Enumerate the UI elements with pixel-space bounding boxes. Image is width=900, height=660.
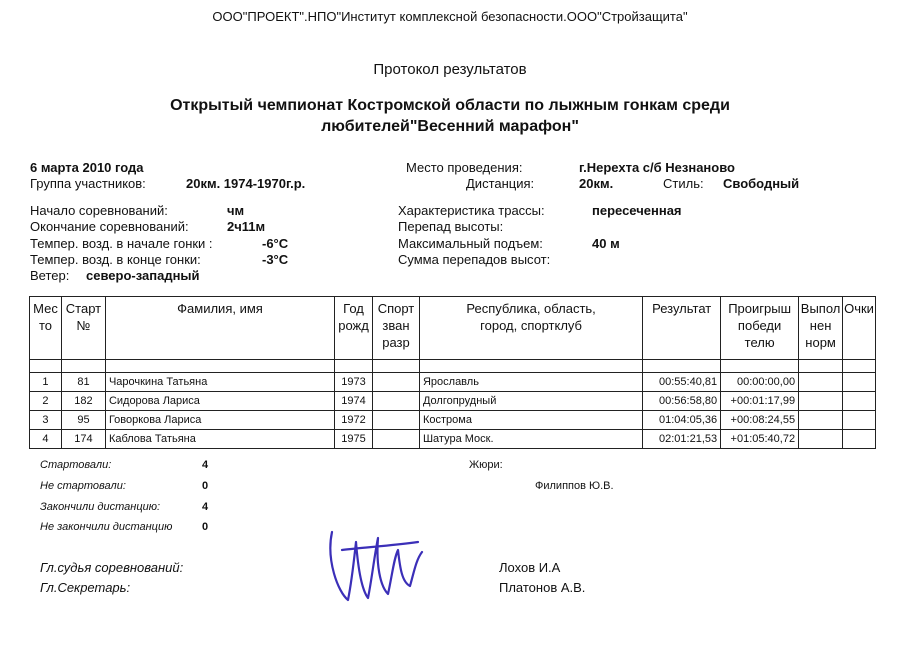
- cell-place: 3: [30, 411, 62, 430]
- event-date: 6 марта 2010 года: [30, 160, 144, 175]
- table-header-row: [30, 297, 876, 360]
- started-value: 4: [202, 459, 209, 471]
- cell-points: [843, 392, 876, 411]
- start-time-label: Начало соревнований:: [30, 203, 168, 218]
- temp-end-value: -3°С: [262, 252, 289, 267]
- wind-value: северо-западный: [86, 268, 200, 283]
- style-value: Свободный: [723, 176, 800, 191]
- table-row: [30, 411, 876, 430]
- temp-start-value: -6°С: [262, 236, 289, 251]
- cell-name: Каблова Татьяна: [105, 430, 334, 449]
- cell-behind: 00:00:00,00: [721, 373, 799, 392]
- cell-norm: [799, 392, 843, 411]
- cell-points: [843, 373, 876, 392]
- cell-behind: +00:08:24,55: [721, 411, 799, 430]
- finished-value: 4: [202, 501, 209, 513]
- venue-label: Место проведения:: [406, 160, 523, 175]
- cell-result: 00:55:40,81: [643, 373, 721, 392]
- secretary-label: Гл.Секретарь:: [40, 580, 131, 595]
- style-label: Стиль:: [663, 176, 704, 191]
- not-started-value: 0: [202, 480, 209, 492]
- venue-value: г.Нерехта с/б Незнаново: [579, 160, 735, 175]
- cell-rank: [373, 411, 420, 430]
- distance-label: Дистанция:: [466, 176, 535, 191]
- cell-name: Чарочкина Татьяна: [105, 373, 334, 392]
- cell-norm: [799, 373, 843, 392]
- header-place: Мес то: [30, 297, 62, 360]
- start-time-value: чм: [227, 203, 245, 218]
- table-row: [30, 430, 876, 449]
- table-row: [30, 392, 876, 411]
- height-diff-label: Перепад высоты:: [398, 219, 504, 234]
- secretary-name: Платонов А.В.: [499, 580, 586, 595]
- cell-place: 1: [30, 373, 62, 392]
- not-finished-value: 0: [202, 521, 209, 533]
- cell-behind: +00:01:17,99: [721, 392, 799, 411]
- cell-rank: [373, 392, 420, 411]
- cell-rank: [373, 430, 420, 449]
- cell-norm: [799, 411, 843, 430]
- header-region: Республика, область, город, спортклуб: [419, 297, 642, 360]
- cell-place: 2: [30, 392, 62, 411]
- signature-stroke: [330, 532, 422, 600]
- end-time-label: Окончание соревнований:: [30, 219, 189, 234]
- cell-start: 95: [61, 411, 105, 430]
- cell-year: 1974: [335, 392, 373, 411]
- protocol-title: Протокол результатов: [373, 61, 527, 78]
- cell-name: Говоркова Лариса: [105, 411, 334, 430]
- cell-start: 174: [61, 430, 105, 449]
- cell-region: Шатура Моск.: [419, 430, 642, 449]
- header-result: Результат: [643, 297, 721, 360]
- cell-year: 1973: [335, 373, 373, 392]
- organizations-line: ООО"ПРОЕКТ".НПО"Институт комплексной безопасности.ООО"Стройзащита": [212, 9, 688, 24]
- cell-result: 00:56:58,80: [643, 392, 721, 411]
- jury-member: Филиппов Ю.В.: [535, 480, 614, 492]
- cell-year: 1972: [335, 411, 373, 430]
- temp-end-label: Темпер. возд. в конце гонки:: [30, 252, 201, 267]
- max-climb-value: 40 м: [592, 236, 620, 251]
- cell-norm: [799, 430, 843, 449]
- cell-result: 02:01:21,53: [643, 430, 721, 449]
- header-behind: Проигрыш победи телю: [721, 297, 799, 360]
- temp-start-label: Темпер. возд. в начале гонки :: [30, 236, 213, 251]
- cell-points: [843, 411, 876, 430]
- table-spacer-row: [30, 360, 876, 373]
- header-norm: Выпол нен норм: [799, 297, 843, 360]
- event-title-line-2: любителей"Весенний марафон": [321, 118, 579, 135]
- not-started-label: Не стартовали:: [40, 480, 126, 492]
- cell-region: Ярославль: [419, 373, 642, 392]
- header-points: Очки: [843, 297, 876, 360]
- cell-behind: +01:05:40,72: [721, 430, 799, 449]
- sum-climbs-label: Сумма перепадов высот:: [398, 252, 551, 267]
- distance-value: 20км.: [579, 176, 614, 191]
- event-title-line-1: Открытый чемпионат Костромской области по лыжным гонкам среди: [170, 97, 730, 114]
- cell-name: Сидорова Лариса: [105, 392, 334, 411]
- cell-points: [843, 430, 876, 449]
- started-label: Стартовали:: [40, 459, 112, 471]
- header-year: Год рожд: [335, 297, 373, 360]
- finished-label: Закончили дистанцию:: [40, 501, 161, 513]
- cell-year: 1975: [335, 430, 373, 449]
- header-name: Фамилия, имя: [105, 297, 334, 360]
- event-title: [0, 95, 900, 137]
- max-climb-label: Максимальный подъем:: [398, 236, 543, 251]
- track-label: Характеристика трассы:: [398, 203, 545, 218]
- header-rank: Спорт зван разр: [373, 297, 420, 360]
- table-row: [30, 373, 876, 392]
- header-start: Старт №: [61, 297, 105, 360]
- jury-label: Жюри:: [469, 459, 503, 471]
- cell-region: Кострома: [419, 411, 642, 430]
- handwritten-signature: [318, 520, 428, 610]
- wind-label: Ветер:: [30, 268, 70, 283]
- group-label: Группа участников:: [30, 176, 146, 191]
- chief-judge-name: Лохов И.А: [499, 560, 561, 575]
- cell-rank: [373, 373, 420, 392]
- cell-region: Долгопрудный: [419, 392, 642, 411]
- cell-start: 81: [61, 373, 105, 392]
- end-time-value: 2ч11м: [227, 219, 266, 234]
- chief-judge-label: Гл.судья соревнований:: [40, 560, 184, 575]
- cell-result: 01:04:05,36: [643, 411, 721, 430]
- track-value: пересеченная: [592, 203, 682, 218]
- results-table: [29, 296, 876, 449]
- cell-start: 182: [61, 392, 105, 411]
- not-finished-label: Не закончили дистанцию: [40, 521, 173, 533]
- group-value: 20км. 1974-1970г.р.: [186, 176, 306, 191]
- cell-place: 4: [30, 430, 62, 449]
